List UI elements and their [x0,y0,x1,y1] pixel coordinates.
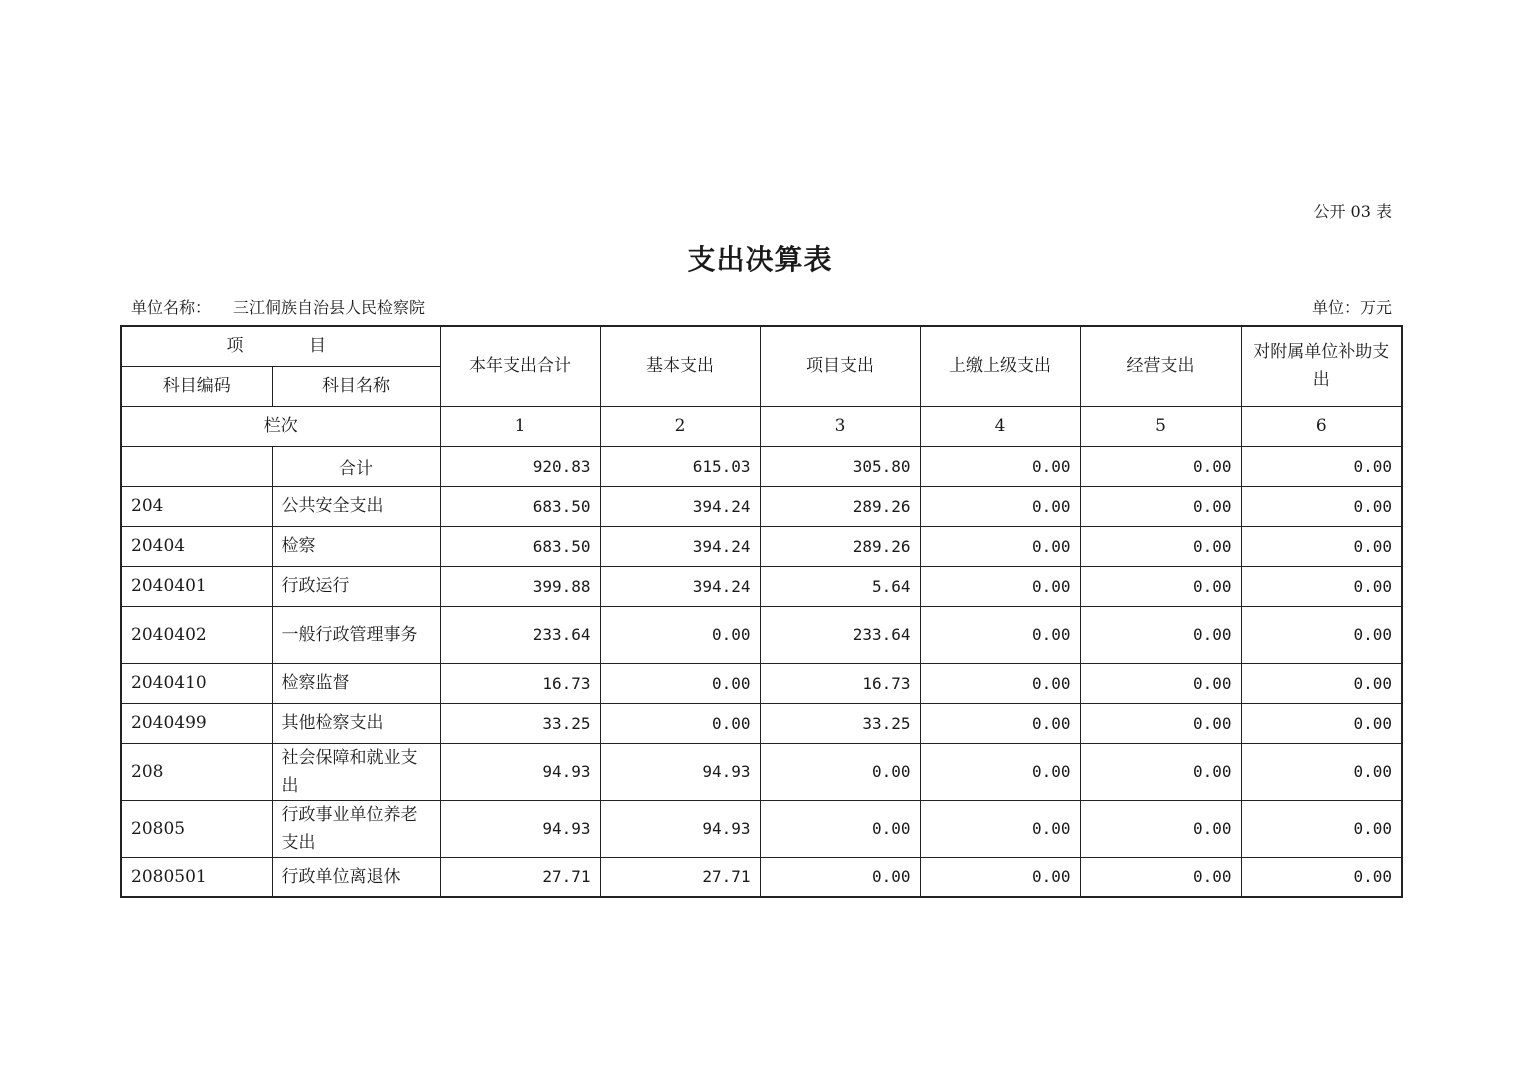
row-name: 行政运行 [272,566,440,606]
header-code: 科目编码 [121,366,272,406]
row-value: 0.00 [1080,703,1241,743]
row-code: 2040402 [121,606,272,663]
header-col1: 本年支出合计 [440,326,600,406]
header-name: 科目名称 [272,366,440,406]
row-value: 0.00 [1080,857,1241,897]
row-value: 0.00 [1241,566,1402,606]
row-name: 其他检察支出 [272,703,440,743]
rank-label: 栏次 [121,406,440,446]
table-row [121,663,1402,703]
row-value: 0.00 [1241,446,1402,486]
row-name: 社会保障和就业支出 [272,743,440,800]
table-row [121,526,1402,566]
row-value: 0.00 [1241,703,1402,743]
row-value: 27.71 [600,857,760,897]
row-value: 0.00 [1080,663,1241,703]
row-value: 94.93 [440,800,600,857]
row-value: 0.00 [920,703,1080,743]
rank-cell: 4 [920,406,1080,446]
row-value: 0.00 [1080,526,1241,566]
header-item: 项 目 [121,326,440,366]
row-code: 2040499 [121,703,272,743]
row-name: 合计 [272,446,440,486]
row-code: 204 [121,486,272,526]
row-value: 0.00 [1241,606,1402,663]
table-row [121,486,1402,526]
row-value: 0.00 [920,743,1080,800]
page-title: 支出决算表 [687,243,833,276]
header-row-1 [121,326,1402,366]
row-value: 5.64 [760,566,920,606]
unit-name-value: 三江侗族自治县人民检察院 [233,298,426,317]
form-code: 公开 03 表 [1313,202,1392,221]
table-row [121,446,1402,486]
row-code: 20404 [121,526,272,566]
table-row [121,857,1402,897]
table-row [121,606,1402,663]
header-col4: 上缴上级支出 [920,326,1080,406]
row-value: 683.50 [440,486,600,526]
row-code: 2040401 [121,566,272,606]
row-value: 615.03 [600,446,760,486]
row-value: 0.00 [760,743,920,800]
table-row [121,800,1402,857]
row-value: 33.25 [760,703,920,743]
table-body [121,446,1402,897]
row-value: 27.71 [440,857,600,897]
row-value: 0.00 [920,446,1080,486]
row-name: 一般行政管理事务 [272,606,440,663]
row-value: 289.26 [760,526,920,566]
row-value: 0.00 [920,566,1080,606]
table-row [121,703,1402,743]
row-value: 0.00 [920,606,1080,663]
row-value: 33.25 [440,703,600,743]
row-value: 0.00 [1241,663,1402,703]
row-value: 0.00 [1241,526,1402,566]
rank-cell: 3 [760,406,920,446]
row-value: 0.00 [920,486,1080,526]
unit-name-label: 单位名称： [131,298,212,317]
row-value: 289.26 [760,486,920,526]
row-name: 检察 [272,526,440,566]
row-value: 0.00 [760,857,920,897]
row-value: 233.64 [440,606,600,663]
row-value: 233.64 [760,606,920,663]
row-value: 0.00 [1080,800,1241,857]
row-value: 0.00 [600,606,760,663]
row-name: 行政单位离退休 [272,857,440,897]
row-value: 0.00 [1241,800,1402,857]
row-value: 94.93 [440,743,600,800]
row-value: 0.00 [920,663,1080,703]
row-value: 0.00 [600,663,760,703]
row-value: 0.00 [760,800,920,857]
header-col2: 基本支出 [600,326,760,406]
row-value: 0.00 [920,800,1080,857]
row-value: 920.83 [440,446,600,486]
rank-cell: 1 [440,406,600,446]
row-code: 2080501 [121,857,272,897]
row-value: 0.00 [920,526,1080,566]
row-value: 16.73 [760,663,920,703]
rank-cell: 2 [600,406,760,446]
header-col5: 经营支出 [1080,326,1241,406]
table-row [121,743,1402,800]
header-col6: 对附属单位补助支出 [1241,326,1402,406]
row-value: 0.00 [1080,606,1241,663]
row-value: 399.88 [440,566,600,606]
row-value: 0.00 [1080,486,1241,526]
row-value: 0.00 [600,703,760,743]
row-value: 94.93 [600,800,760,857]
row-code [121,446,272,486]
row-value: 683.50 [440,526,600,566]
row-value: 0.00 [1241,743,1402,800]
row-value: 394.24 [600,566,760,606]
row-value: 394.24 [600,486,760,526]
row-value: 16.73 [440,663,600,703]
row-name: 公共安全支出 [272,486,440,526]
row-value: 0.00 [1080,743,1241,800]
unit-measure: 单位：万元 [1311,298,1392,317]
row-code: 20805 [121,800,272,857]
row-code: 2040410 [121,663,272,703]
rank-row [121,406,1402,446]
rank-cell: 6 [1241,406,1402,446]
row-value: 94.93 [600,743,760,800]
row-name: 检察监督 [272,663,440,703]
row-value: 305.80 [760,446,920,486]
row-value: 0.00 [1080,446,1241,486]
row-code: 208 [121,743,272,800]
rank-cell: 5 [1080,406,1241,446]
row-value: 0.00 [1080,566,1241,606]
row-name: 行政事业单位养老支出 [272,800,440,857]
table-row [121,566,1402,606]
row-value: 0.00 [1241,857,1402,897]
row-value: 0.00 [920,857,1080,897]
row-value: 394.24 [600,526,760,566]
row-value: 0.00 [1241,486,1402,526]
expenditure-table [120,325,1403,898]
header-col3: 项目支出 [760,326,920,406]
unit-name-row [131,295,425,318]
